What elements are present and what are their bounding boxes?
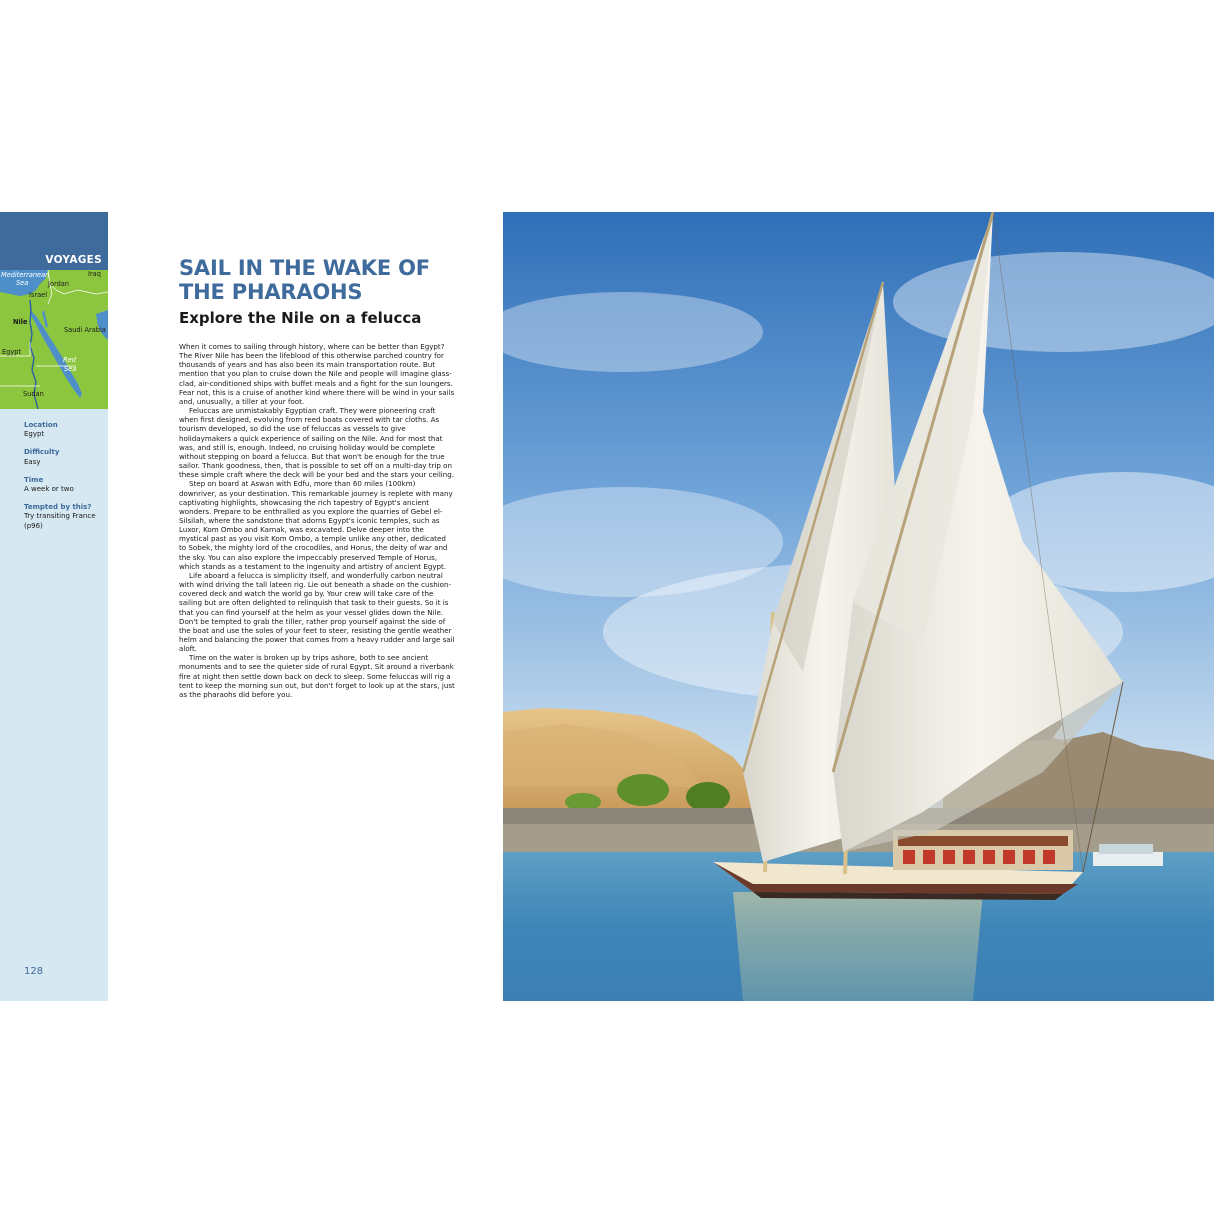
map-label-sudan: Sudan [23, 390, 44, 398]
map-label-red: Red [63, 356, 76, 364]
sidebar [0, 212, 108, 1001]
fact-tempted [24, 503, 104, 531]
sidebar-header [0, 212, 108, 270]
page-number: 128 [24, 966, 44, 977]
map-label-mediterranean: Mediterranean [1, 271, 50, 279]
map-label-egypt: Egypt [2, 348, 22, 356]
fact-label: Location [24, 421, 58, 429]
map-label-israel: Israel [29, 291, 48, 299]
map-icon [0, 270, 108, 409]
paragraph: Life aboard a felucca is simplicity itself, and wonderfully carbon neutral with wind driving the tall lateen rig. Lie out beneath a shade on the cushion-covered deck and watch the world go by. Your crew will take care of the sailing but are often delighted to relinquish that task to their guests. So it is that you can find yourself at the helm as your vessel glides down the Nile. Don't be tempted to grab the tiller, rather prop yourself against the side of the boat and use the soles of your feet to steer, resisting the gentle weather helm and balancing the power that comes from a heavy rudder and large sail aloft. [179, 570, 455, 654]
article-body [179, 342, 455, 699]
fact-value: A week or two [24, 485, 74, 494]
fact-label: Time [24, 475, 44, 484]
map-label-red-sea: Sea [64, 365, 77, 373]
article-subtitle: Explore the Nile on a felucca [179, 309, 422, 327]
paragraph: Time on the water is broken up by trips ashore, both to see ancient monuments and to see the quieter side of rural Egypt. Sit around a riverbank fire at night then settle down back on deck to sleep. Some feluccas will rig a tent to keep the morning sun out, but don't forget to look up at the stars, just as the pharaohs did before you. [179, 653, 455, 699]
locator-map [0, 270, 108, 409]
fact-label: Tempted by this? [24, 503, 92, 512]
map-label-nile: Nile [13, 318, 28, 326]
fact-value: Easy [24, 457, 41, 466]
paragraph: Feluccas are unmistakably Egyptian craft. They were pioneering craft when first designed, evolving from reed boats covered with tar cloths. As tourism developed, so did the use of feluccas as vessels to give holidaymakers a quick experience of sailing on the Nile. And for most that was, and still is, enough. Indeed, no cruising holiday would be complete without stepping on board a felucca. But that won't be enough for the true sailor. Thank goodness, then, that is possible to set off on a multi-day trip on these simple craft where the deck will be your bed and the stars your ceiling. [179, 406, 455, 480]
felucca-photo [503, 212, 1214, 1001]
fact-location [24, 421, 104, 439]
article-title: SAIL IN THE WAKE OF THE PHARAOHS [179, 256, 430, 304]
fact-label: Difficulty [24, 448, 60, 457]
fact-value: Egypt [24, 430, 45, 439]
map-label-jordan: Jordan [48, 280, 69, 288]
paragraph: When it comes to sailing through history, where can be better than Egypt? The River Nile has been the lifeblood of this otherwise parched country for thousands of years and has also been its main transportation route. But mention that you plan to cruise down the Nile and people will imagine glass-clad, air-conditioned ships with buffet meals and a fight for the sun loungers. Fear not, this is a cruise of another kind where there will be wind in your sails and, unusually, a tiller at your foot. [179, 342, 455, 406]
fact-value: Try transiting France (p96) [24, 512, 96, 530]
map-label-mediterranean-sea: Sea [16, 279, 29, 287]
article [179, 256, 455, 699]
map-label-iraq: Iraq [88, 270, 101, 278]
felucca-photo-icon [503, 212, 1214, 1001]
paragraph: Step on board at Aswan with Edfu, more than 60 miles (100km) downriver, as your destination. This remarkable journey is replete with many captivating highlights, showcasing the rich tapestry of Egypt's ancient wonders. Prepare to be enthralled as you explore the quarries of Gebel el-Silsilah, where the sandstone that adorns Egypt's iconic temples, such as Luxor, Kom Ombo and Karnak, was excavated. Delve deeper into the mystical past as you visit Kom Ombo, a temple unlike any other, dedicated to Sobek, the mighty lord of the crocodiles, and Horus, the deity of war and the sky. You can also explore the impeccably preserved Temple of Horus, which stands as a testament to the ingenuity and artistry of ancient Egypt. [179, 479, 453, 571]
book-spread [0, 212, 1214, 1001]
section-label: VOYAGES [45, 254, 102, 266]
fact-list [24, 421, 104, 540]
fact-time [24, 476, 104, 494]
map-label-saudi-arabia: Saudi Arabia [64, 326, 106, 334]
fact-difficulty [24, 448, 104, 466]
